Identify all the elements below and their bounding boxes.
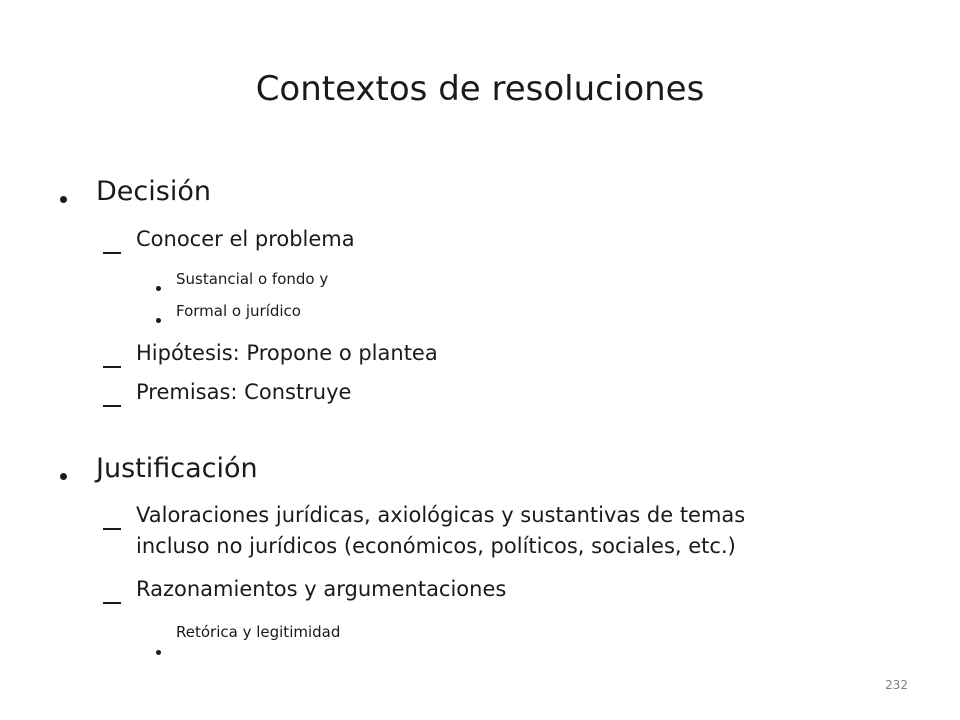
subitem-formal: Formal o jurídico — [176, 302, 301, 320]
dash-icon — [103, 515, 121, 534]
dash-icon — [103, 392, 121, 411]
page-number: 232 — [885, 678, 908, 692]
dash-icon — [103, 239, 121, 258]
item-razonamientos: Razonamientos y argumentaciones — [136, 577, 507, 601]
bullet-icon — [60, 465, 67, 484]
item-premisas: Premisas: Construye — [136, 380, 352, 404]
item-valoraciones-line-1: Valoraciones jurídicas, axiológicas y sustantivas de temas — [136, 503, 746, 527]
bullet-icon — [60, 188, 67, 207]
bullet-icon — [156, 308, 161, 327]
slide-title: Contextos de resoluciones — [255, 69, 705, 109]
dash-icon — [103, 589, 121, 608]
bullet-icon — [156, 276, 161, 295]
item-conocer-problema: Conocer el problema — [136, 227, 355, 251]
subitem-sustancial: Sustancial o fondo y — [176, 270, 329, 288]
item-hipotesis: Hipótesis: Propone o plantea — [136, 341, 438, 365]
item-valoraciones-line-2: incluso no jurídicos (económicos, políticos, sociales, etc.) — [136, 534, 736, 558]
dash-icon — [103, 353, 121, 372]
subitem-retorica: Retórica y legitimidad — [176, 623, 341, 641]
section-heading-decision: Decisión — [96, 176, 211, 207]
bullet-icon — [156, 640, 161, 659]
section-heading-justificacion: Justificación — [96, 453, 258, 484]
